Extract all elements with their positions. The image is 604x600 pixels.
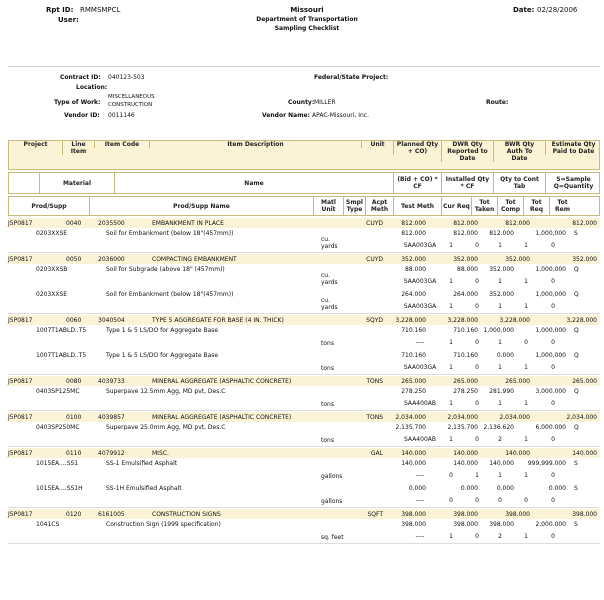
col-matl-unit: Matl Unit <box>313 197 343 215</box>
item-description: EMBANKMENT IN PLACE <box>152 219 224 227</box>
item-unit: SQFT <box>367 510 383 518</box>
item-unit: TONS <box>366 413 383 421</box>
material-tot-rem: 0 <box>551 497 555 504</box>
item-code: 2036000 <box>98 255 125 263</box>
material-qty-to-cont-tab: 1,000,000 <box>535 327 566 334</box>
material-tot-req: 1 <box>524 400 528 407</box>
col-project: Project <box>23 141 48 148</box>
material-prod-supp: 0203XXSE <box>36 230 68 237</box>
material-cur-req: 0 <box>449 497 453 504</box>
material-tot-req: 1 <box>524 242 528 249</box>
col-qty-to-cont-tab: Qty to Cont Tab <box>493 173 545 193</box>
material-bid-co-cf: 710.160 <box>401 352 426 359</box>
material-tot-taken: 0 <box>475 400 479 407</box>
material-prod-supp: 1007T1ABLD..T5 <box>36 327 87 334</box>
item-code: 4079912 <box>98 449 125 457</box>
item-line: 0110 <box>66 449 82 457</box>
material-tot-req: 1 <box>524 533 528 540</box>
material-sample-quantity: Q <box>574 266 579 273</box>
item-dwr-qty: 398.000 <box>453 510 478 518</box>
item-line: 0120 <box>66 510 82 518</box>
item-estimate-qty: 352.000 <box>572 255 597 263</box>
item-description: TYPE 5 AGGREGATE FOR BASE (4 IN. THICK) <box>152 316 284 324</box>
material-qty-to-cont-tab: 6,000.000 <box>535 424 566 431</box>
material-unit-line-1: cu. <box>321 236 331 243</box>
material-prod-supp: 1007T1ABLD..T5 <box>36 352 87 359</box>
material-cur-req: 1 <box>449 400 453 407</box>
item-dwr-qty: 2,034.000 <box>447 413 478 421</box>
col-item-description: Item Description <box>149 141 361 148</box>
material-prod-supp: 1015EA....SS1H <box>36 485 83 492</box>
material-sample-quantity: Q <box>574 424 579 431</box>
material-tot-comp: 1 <box>498 400 502 407</box>
material-unit-line-2: gallons <box>321 473 343 480</box>
material-tot-req: 0 <box>524 339 528 346</box>
item-dwr-qty: 140.000 <box>453 449 478 457</box>
item-dwr-qty: 352.000 <box>453 255 478 263</box>
item-line: 0100 <box>66 413 82 421</box>
column-header-row-1 <box>8 140 600 170</box>
type-of-work-value-2: CONSTRUCTION <box>108 102 153 108</box>
material-tot-taken: 0 <box>475 339 479 346</box>
material-test-meth: SAA003GA <box>403 242 437 249</box>
county-value: MILLER <box>314 99 336 106</box>
material-test-meth: SAA003GA <box>403 303 437 310</box>
material-prod-supp: 1041CS <box>36 521 60 528</box>
item-unit: CUYD <box>366 219 383 227</box>
material-installed-qty: 398.000 <box>453 521 478 528</box>
material-sample-quantity: Q <box>574 327 579 334</box>
col-prod-supp-name: Prod/Supp Name <box>89 197 313 215</box>
org-line-2: Department of Transportation <box>256 16 358 23</box>
material-bid-co-cf: 812.000 <box>401 230 426 237</box>
rpt-id-label: Rpt ID: <box>46 6 74 14</box>
material-cur-req: 1 <box>449 303 453 310</box>
item-code: 4039733 <box>98 377 125 385</box>
col-bid-co-cf: (Bid + CO) * CF <box>393 173 441 193</box>
material-test-meth: ---- <box>415 533 425 540</box>
material-sample-quantity: S <box>574 521 578 528</box>
material-tot-rem: 0 <box>551 533 555 540</box>
row-divider <box>8 374 600 375</box>
material-prod-supp: 0203XXSB <box>36 266 68 273</box>
item-planned-qty: 398.000 <box>401 510 426 518</box>
item-bwr-qty: 140.000 <box>505 449 530 457</box>
material-unit-line-2: tons <box>321 401 334 408</box>
col-cur-req: Cur Req <box>441 197 471 215</box>
material-tot-req: 1 <box>524 436 528 443</box>
material-dwr-qty: 352.000 <box>489 291 514 298</box>
material-name: Type 1 & 5 LS/DO for Aggregate Base <box>106 327 219 334</box>
material-cur-req: 1 <box>449 364 453 371</box>
material-unit-line-2: yards <box>321 304 338 311</box>
material-tot-comp: 1 <box>498 364 502 371</box>
material-tot-comp: 2 <box>498 533 502 540</box>
material-qty-to-cont-tab: 0.000 <box>548 485 566 492</box>
material-tot-comp: 2 <box>498 436 502 443</box>
material-bid-co-cf: 2,135.700 <box>395 424 426 431</box>
item-project: J5P0817 <box>8 255 33 263</box>
type-of-work-value-1: MISCELLANEOUS <box>108 94 155 100</box>
material-cur-req: 1 <box>449 242 453 249</box>
material-unit-line-2: tons <box>321 365 334 372</box>
material-tot-taken: 0 <box>475 497 479 504</box>
material-tot-comp: 1 <box>498 278 502 285</box>
material-cur-req: 1 <box>449 436 453 443</box>
material-tot-rem: 0 <box>551 472 555 479</box>
item-project: J5P0817 <box>8 377 33 385</box>
material-cur-req: 0 <box>449 472 453 479</box>
item-description: MINERAL AGGREGATE (ASPHALTIC CONCRETE) <box>152 413 292 421</box>
item-bwr-qty: 3,228.000 <box>499 316 530 324</box>
material-name: Type 1 & 5 LS/DO for Aggregate Base <box>106 352 219 359</box>
item-code: 3040504 <box>98 316 125 324</box>
col-tot-rem: Tot Rem <box>549 197 575 215</box>
material-installed-qty: 710.160 <box>453 352 478 359</box>
material-installed-qty: 710.160 <box>453 327 478 334</box>
material-tot-req: 1 <box>524 472 528 479</box>
material-tot-taken: 0 <box>475 533 479 540</box>
material-tot-taken: 0 <box>475 436 479 443</box>
material-dwr-qty: 352.000 <box>489 266 514 273</box>
material-qty-to-cont-tab: 1,000,000 <box>535 266 566 273</box>
vendor-id-value: 0011146 <box>108 112 135 119</box>
material-unit-line-1: cu. <box>321 272 331 279</box>
material-installed-qty: 278.250 <box>453 388 478 395</box>
contract-id-label: Contract ID: <box>60 74 101 81</box>
item-code: 2035500 <box>98 219 125 227</box>
date-label: Date: <box>513 6 535 14</box>
item-line: 0060 <box>66 316 82 324</box>
material-name: Superpave 25.0mm Agg, MD pvt, Des.C <box>106 424 226 431</box>
material-installed-qty: 0.000 <box>460 485 478 492</box>
vendor-name-label: Vendor Name: <box>262 112 310 119</box>
material-tot-req: 0 <box>524 497 528 504</box>
material-name: Superpave 12.5mm Agg, MD pvt, Des.C <box>106 388 226 395</box>
material-tot-taken: 1 <box>475 472 479 479</box>
route-label: Route: <box>486 99 509 106</box>
material-name: SS-1H Emulsified Asphalt <box>106 485 182 492</box>
material-prod-supp: 1015EA....SS1 <box>36 460 79 467</box>
org-line-3: Sampling Checklist <box>274 25 340 32</box>
material-dwr-qty: 2,136.620 <box>483 424 514 431</box>
item-description: CONSTRUCTION SIGNS <box>152 510 221 518</box>
material-test-meth: ---- <box>415 472 425 479</box>
material-sample-quantity: S <box>574 460 578 467</box>
material-unit-line-2: tons <box>321 437 334 444</box>
col-installed-qty: Installed Qty * CF <box>441 173 493 193</box>
col-smpl-type: Smpl Type <box>343 197 365 215</box>
column-header-row-3 <box>8 196 600 216</box>
material-dwr-qty: 1,000.000 <box>483 327 514 334</box>
item-bwr-qty: 2,034.000 <box>499 413 530 421</box>
col-prod-supp: Prod/Supp <box>31 202 67 210</box>
material-sample-quantity: S <box>574 230 578 237</box>
col-tot-req: Tot Req <box>523 197 549 215</box>
material-dwr-qty: 0.000 <box>496 485 514 492</box>
type-of-work-label: Type of Work: <box>54 99 101 106</box>
col-estimate-qty: Estimate Qty Paid to Date <box>545 141 601 155</box>
item-estimate-qty: 3,228.000 <box>566 316 597 324</box>
material-tot-comp: 1 <box>498 303 502 310</box>
material-prod-supp: 0403SP250MC <box>36 424 80 431</box>
item-bwr-qty: 398.000 <box>505 510 530 518</box>
material-tot-taken: 0 <box>475 303 479 310</box>
material-cur-req: 1 <box>449 533 453 540</box>
material-qty-to-cont-tab: 1,000,000 <box>535 352 566 359</box>
col-line-item: Line Item <box>62 141 94 155</box>
material-prod-supp: 0203XXSE <box>36 291 68 298</box>
row-divider <box>8 507 600 508</box>
row-divider <box>8 410 600 411</box>
item-planned-qty: 812.000 <box>401 219 426 227</box>
material-installed-qty: 140.000 <box>453 460 478 467</box>
material-cur-req: 1 <box>449 339 453 346</box>
material-name: Soil for Embankment (below 18"(457mm)) <box>106 230 234 237</box>
material-dwr-qty: 812.000 <box>489 230 514 237</box>
material-dwr-qty: 0.000 <box>496 352 514 359</box>
item-description: COMPACTING EMBANKMENT <box>152 255 237 263</box>
vendor-id-label: Vendor ID: <box>64 112 100 119</box>
col-material: Material <box>39 173 114 193</box>
material-bid-co-cf: 278.250 <box>401 388 426 395</box>
user-label: User: <box>58 16 79 24</box>
item-dwr-qty: 3,228.000 <box>447 316 478 324</box>
item-bwr-qty: 352.000 <box>505 255 530 263</box>
item-unit: SQYD <box>366 316 383 324</box>
material-tot-taken: 0 <box>475 364 479 371</box>
material-installed-qty: 812.000 <box>453 230 478 237</box>
item-line: 0080 <box>66 377 82 385</box>
material-sample-quantity: S <box>574 485 578 492</box>
item-estimate-qty: 812.000 <box>572 219 597 227</box>
material-tot-comp: 1 <box>498 242 502 249</box>
material-bid-co-cf: 140.000 <box>401 460 426 467</box>
material-tot-rem: 0 <box>551 400 555 407</box>
col-acpt-meth: Acpt Meth <box>365 197 393 215</box>
material-tot-rem: 0 <box>551 436 555 443</box>
material-installed-qty: 264.000 <box>453 291 478 298</box>
material-qty-to-cont-tab: 2,000.000 <box>535 521 566 528</box>
material-name: Construction Sign (1999 specification) <box>106 521 221 528</box>
material-dwr-qty: 398.000 <box>489 521 514 528</box>
material-unit-line-2: tons <box>321 340 334 347</box>
material-tot-taken: 0 <box>475 242 479 249</box>
item-planned-qty: 352.000 <box>401 255 426 263</box>
material-test-meth: ---- <box>415 339 425 346</box>
item-unit: CUYD <box>366 255 383 263</box>
material-name: Soil for Embankment (below 18"(457mm)) <box>106 291 234 298</box>
material-qty-to-cont-tab: 999,999.000 <box>527 460 566 467</box>
item-line: 0040 <box>66 219 82 227</box>
item-project: J5P0817 <box>8 316 33 324</box>
item-project: J5P0817 <box>8 219 33 227</box>
vendor-name-value: APAC-Missouri, Inc. <box>312 112 369 119</box>
material-tot-comp: 1 <box>498 472 502 479</box>
material-unit-line-2: yards <box>321 243 338 250</box>
column-header-row-2 <box>8 172 600 194</box>
col-dwr-qty: DWR Qty Reported to Date <box>441 141 493 162</box>
material-qty-to-cont-tab: 3,000.000 <box>535 388 566 395</box>
material-qty-to-cont-tab: 1,000,000 <box>535 291 566 298</box>
material-bid-co-cf: 398.000 <box>401 521 426 528</box>
col-item-code: Item Code <box>94 141 149 148</box>
item-planned-qty: 3,228.000 <box>395 316 426 324</box>
material-bid-co-cf: 264.000 <box>401 291 426 298</box>
material-bid-co-cf: 710.160 <box>401 327 426 334</box>
material-sample-quantity: Q <box>574 352 579 359</box>
col-tot-taken: Tot Taken <box>471 197 497 215</box>
item-estimate-qty: 2,034.000 <box>566 413 597 421</box>
material-tot-rem: 0 <box>551 303 555 310</box>
item-estimate-qty: 398.000 <box>572 510 597 518</box>
material-tot-rem: 0 <box>551 278 555 285</box>
material-sample-quantity: Q <box>574 388 579 395</box>
item-bwr-qty: 812.000 <box>505 219 530 227</box>
col-sample-quantity: S=Sample Q=Quantity <box>545 173 601 193</box>
item-estimate-qty: 265.000 <box>572 377 597 385</box>
material-installed-qty: 88.000 <box>457 266 478 273</box>
col-bwr-qty: BWR Qty Auth To Date <box>493 141 545 162</box>
material-prod-supp: 0403SP125MC <box>36 388 80 395</box>
item-planned-qty: 140.000 <box>401 449 426 457</box>
contract-id-value: 040123-503 <box>108 74 145 81</box>
material-tot-comp: 0 <box>498 497 502 504</box>
material-installed-qty: 2,135.700 <box>447 424 478 431</box>
item-dwr-qty: 265.000 <box>453 377 478 385</box>
item-planned-qty: 2,034.000 <box>395 413 426 421</box>
item-code: 4039857 <box>98 413 125 421</box>
header-divider <box>8 66 600 67</box>
item-unit: TONS <box>366 377 383 385</box>
row-divider <box>8 543 600 544</box>
material-bid-co-cf: 0.000 <box>408 485 426 492</box>
material-tot-req: 1 <box>524 278 528 285</box>
item-project: J5P0817 <box>8 449 33 457</box>
material-dwr-qty: 281.990 <box>489 388 514 395</box>
material-qty-to-cont-tab: 1,000,000 <box>535 230 566 237</box>
col-planned-qty: Planned Qty + CO) <box>393 141 441 155</box>
col-tot-comp: Tot Comp <box>497 197 523 215</box>
material-test-meth: ---- <box>415 497 425 504</box>
rpt-id-value: RMMSMPCL <box>80 6 121 14</box>
material-name: Soil for Subgrade (above 18" (457mm)) <box>106 266 225 273</box>
item-dwr-qty: 812.000 <box>453 219 478 227</box>
item-unit: GAL <box>370 449 383 457</box>
item-planned-qty: 265.000 <box>401 377 426 385</box>
item-line: 0050 <box>66 255 82 263</box>
item-estimate-qty: 140.000 <box>572 449 597 457</box>
material-unit-line-2: sq. feet <box>321 534 344 541</box>
material-unit-line-2: yards <box>321 279 338 286</box>
row-divider <box>8 446 600 447</box>
location-label: Location: <box>76 84 108 91</box>
material-test-meth: SAA003GA <box>403 364 437 371</box>
material-tot-taken: 0 <box>475 278 479 285</box>
col-unit: Unit <box>361 141 393 148</box>
row-divider <box>8 313 600 314</box>
material-tot-rem: 0 <box>551 339 555 346</box>
material-tot-req: 1 <box>524 303 528 310</box>
federal-state-project-label: Federal/State Project: <box>314 74 389 81</box>
org-line-1: Missouri <box>290 6 324 14</box>
date-value: 02/28/2006 <box>537 6 578 14</box>
material-dwr-qty: 140.000 <box>489 460 514 467</box>
material-tot-comp: 1 <box>498 339 502 346</box>
county-label: County: <box>288 99 315 106</box>
row-divider <box>8 252 600 253</box>
item-description: MINERAL AGGREGATE (ASPHALTIC CONCRETE) <box>152 377 292 385</box>
material-bid-co-cf: 88.000 <box>405 266 426 273</box>
material-tot-rem: 0 <box>551 364 555 371</box>
col-test-meth: Test Meth <box>393 197 441 215</box>
material-unit-line-2: gallons <box>321 498 343 505</box>
material-cur-req: 1 <box>449 278 453 285</box>
item-project: J5P0817 <box>8 413 33 421</box>
material-sample-quantity: Q <box>574 291 579 298</box>
item-bwr-qty: 265.000 <box>505 377 530 385</box>
material-name: SS-1 Emulsified Asphalt <box>106 460 178 467</box>
material-unit-line-1: cu. <box>321 297 331 304</box>
material-tot-req: 1 <box>524 364 528 371</box>
item-code: 6161005 <box>98 510 125 518</box>
material-test-meth: SAA400AB <box>404 436 436 443</box>
material-test-meth: SAA400AB <box>404 400 436 407</box>
material-test-meth: SAA003GA <box>403 278 437 285</box>
item-description: MISC. <box>152 449 169 457</box>
item-project: J5P0817 <box>8 510 33 518</box>
col-name: Name <box>114 173 393 193</box>
material-tot-rem: 0 <box>551 242 555 249</box>
